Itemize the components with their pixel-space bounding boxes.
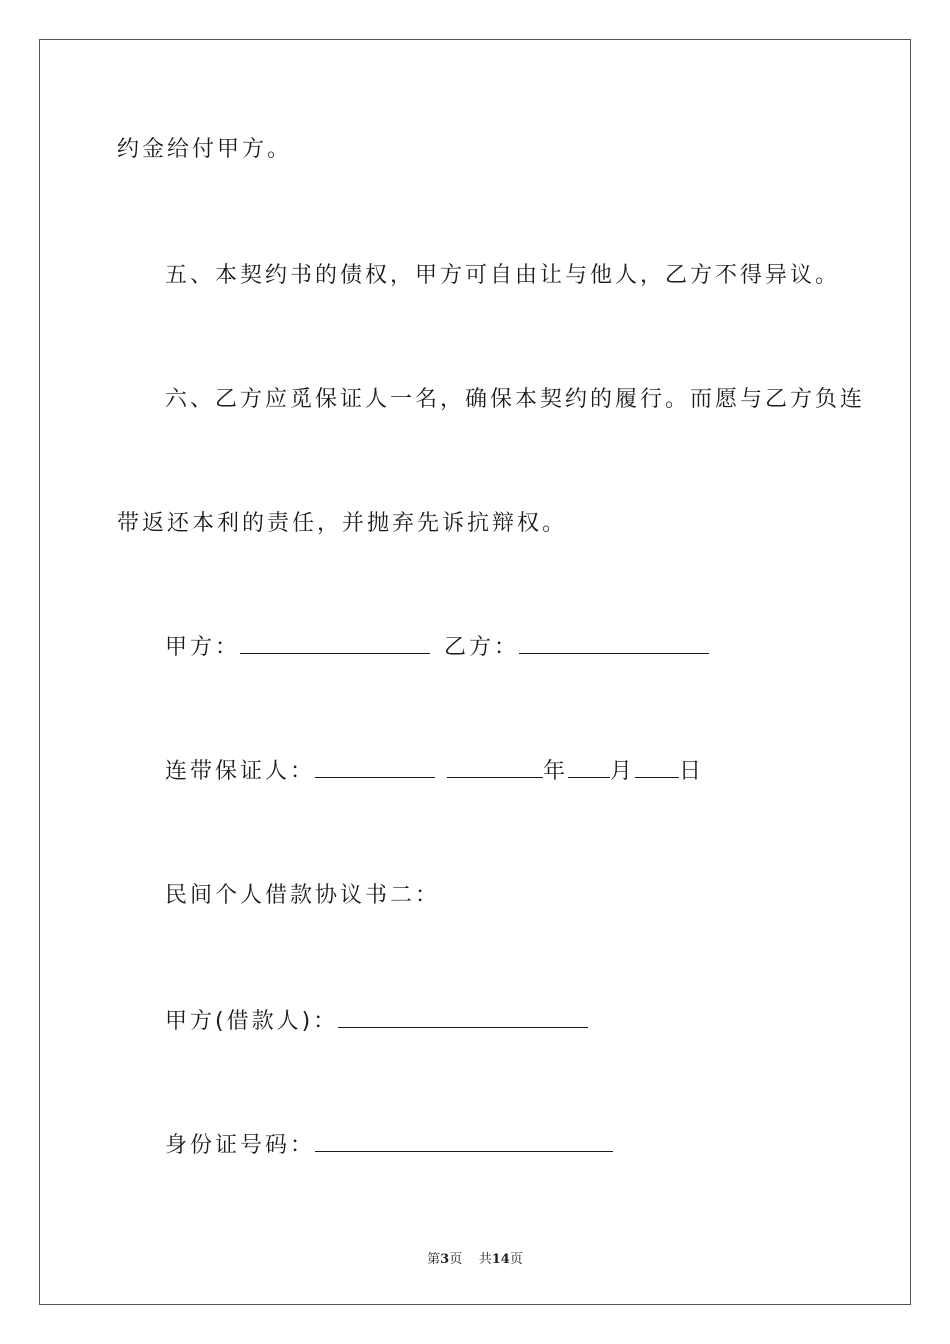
borrower-blank	[338, 1009, 588, 1028]
day-blank	[635, 759, 679, 778]
party-signature-row	[165, 634, 709, 662]
footer-page-prefix: 第	[427, 1252, 441, 1267]
year-label: 年	[543, 759, 569, 784]
month-blank	[568, 759, 610, 778]
footer-total-suffix: 页	[509, 1252, 523, 1267]
section-title: 民间个人借款协议书二：	[165, 883, 441, 908]
id-number-row	[165, 1132, 613, 1160]
guarantor-blank	[315, 759, 435, 778]
page-border	[39, 39, 911, 1305]
year-blank	[447, 759, 543, 778]
page-footer	[0, 1248, 950, 1267]
footer-total-prefix: 共	[478, 1252, 492, 1267]
guarantor-label: 连带保证人：	[165, 759, 316, 784]
party-b-label: 乙方：	[444, 635, 520, 660]
guarantor-row	[165, 758, 704, 786]
footer-page-suffix: 页	[449, 1252, 463, 1267]
party-b-blank	[519, 635, 709, 654]
borrower-label: 甲方(借款人)：	[165, 1009, 339, 1034]
party-a-blank	[240, 635, 430, 654]
footer-page-number: 3	[440, 1252, 450, 1267]
clause-five: 五、本契约书的债权，甲方可自由让与他人，乙方不得异议。	[165, 263, 841, 288]
month-label: 月	[610, 759, 636, 784]
party-a-label: 甲方：	[165, 635, 241, 660]
day-label: 日	[679, 759, 705, 784]
clause-six-continued: 带返还本利的责任，并抛弃先诉抗辩权。	[117, 511, 568, 536]
paragraph-line: 约金给付甲方。	[117, 137, 293, 162]
clause-six: 六、乙方应觅保证人一名，确保本契约的履行。而愿与乙方负连	[165, 387, 866, 412]
borrower-row	[165, 1008, 588, 1036]
id-number-blank	[315, 1133, 613, 1152]
footer-total-number: 14	[491, 1252, 510, 1267]
id-number-label: 身份证号码：	[165, 1133, 316, 1158]
